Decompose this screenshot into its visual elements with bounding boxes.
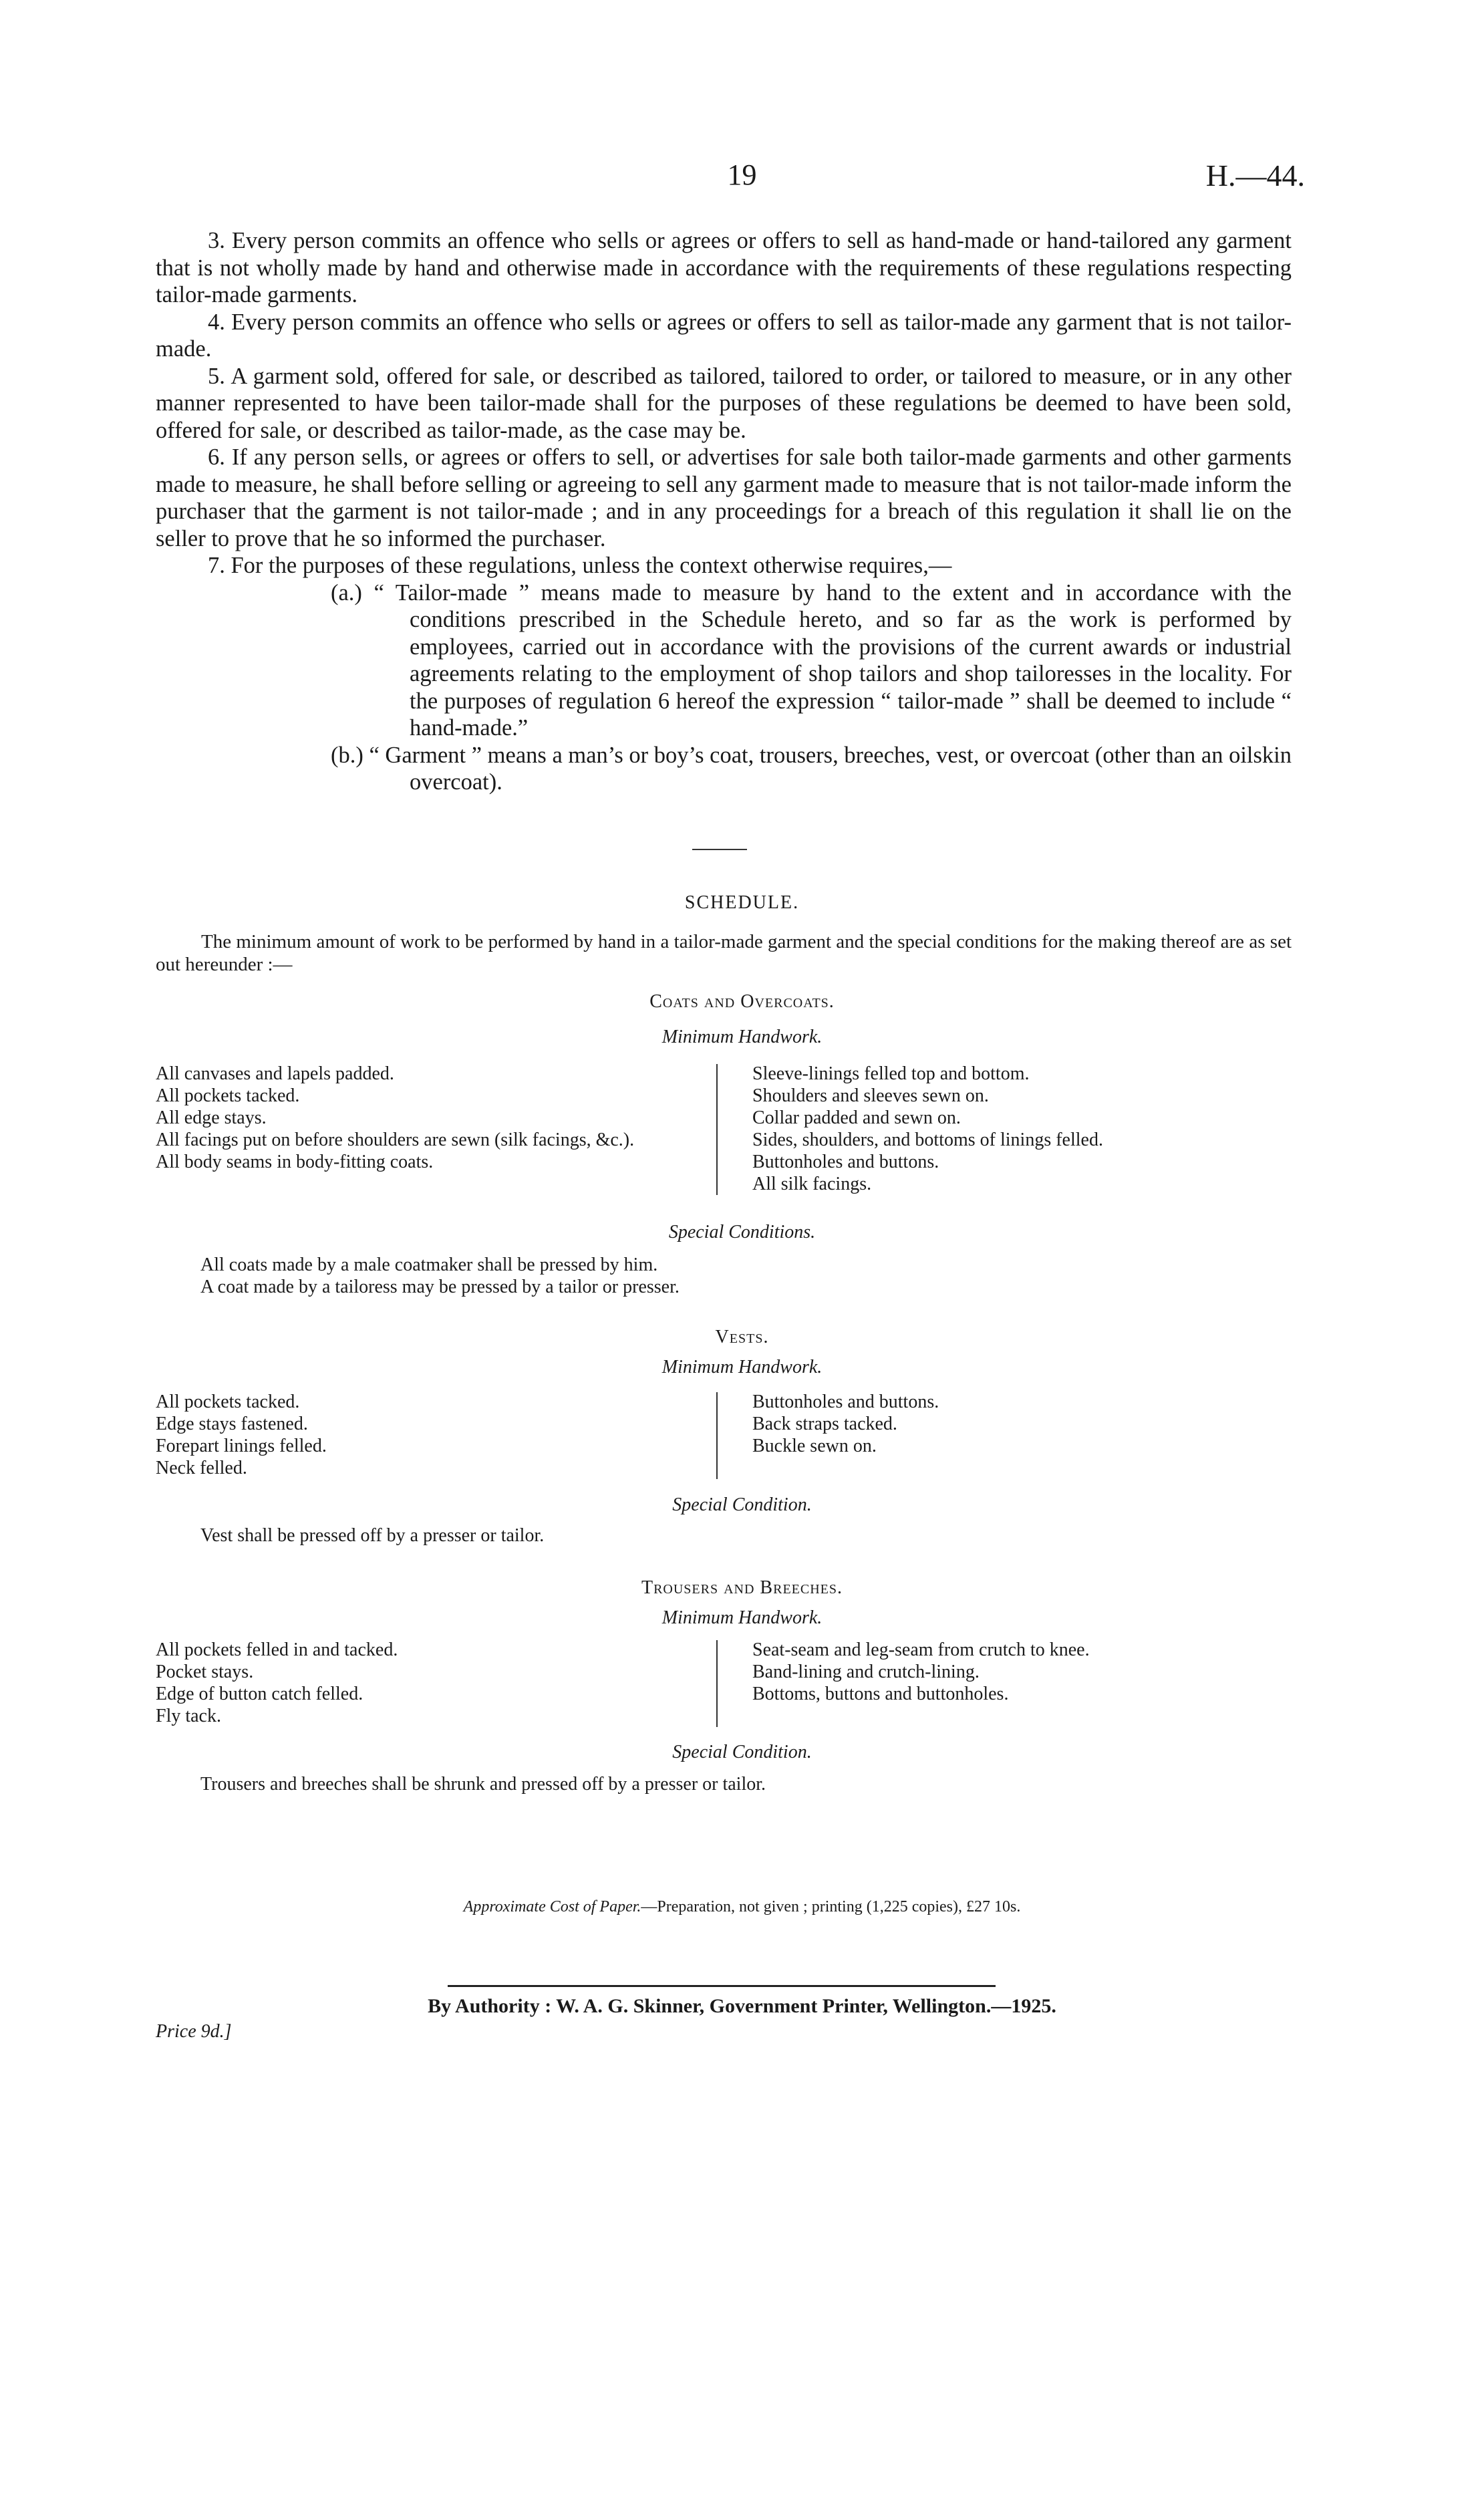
trousers-conditions: [200, 1773, 1270, 1795]
list-item: Sides, shoulders, and bottoms of linings felled.: [752, 1130, 1103, 1150]
trousers-handwork-left: [156, 1639, 722, 1727]
condition-line: Vest shall be pressed off by a presser or tailor.: [200, 1525, 545, 1546]
authority-rule: [448, 1985, 996, 1987]
list-item: Buckle sewn on.: [752, 1436, 877, 1456]
list-item: All facings put on before shoulders are sewn (silk facings, &c.).: [156, 1130, 635, 1150]
coats-handwork-left: [156, 1063, 722, 1173]
paragraph-6: 6. If any person sells, or agrees or offers to sell, or advertises for sale both tailor-made garments and other garments made to measure, he shall before selling or agreeing to sell any garment made to measure that is not tailor-made inform the purchaser that the garment is not tailor-made ; and in any proceedings for a breach of this regulation it shall lie on the seller to prove that he so informed the purchaser.: [156, 444, 1292, 551]
list-item: Edge of button catch felled.: [156, 1684, 363, 1704]
list-item: All pockets felled in and tacked.: [156, 1639, 398, 1660]
list-item: Seat-seam and leg-seam from crutch to knee.: [752, 1639, 1090, 1660]
clause-b: (b.) “ Garment ” means a man’s or boy’s coat, trousers, breeches, vest, or overcoat (other than an oilskin overcoat).: [331, 742, 1292, 795]
vests-handwork-left: [156, 1391, 722, 1479]
condition-line: Trousers and breeches shall be shrunk and pressed off by a presser or tailor.: [200, 1774, 766, 1795]
condition-line: A coat made by a tailoress may be pressed by a tailor or presser.: [200, 1277, 680, 1297]
list-item: All silk facings.: [752, 1174, 872, 1194]
coats-heading: Coats and Overcoats.: [649, 991, 835, 1012]
list-item: Edge stays fastened.: [156, 1414, 308, 1434]
list-item: Neck felled.: [156, 1458, 247, 1478]
list-item: All pockets tacked.: [156, 1392, 300, 1412]
vests-conditions: [200, 1525, 1270, 1547]
list-item: Buttonholes and buttons.: [752, 1152, 939, 1172]
list-item: Fly tack.: [156, 1706, 221, 1726]
coats-conditions: [200, 1254, 1270, 1298]
page-number: 19: [727, 158, 757, 191]
list-item: Buttonholes and buttons.: [752, 1392, 939, 1412]
vests-conditions-heading: Special Condition.: [672, 1494, 812, 1515]
list-item: Back straps tacked.: [752, 1414, 897, 1434]
condition-line: All coats made by a male coatmaker shall be pressed by him.: [200, 1254, 658, 1275]
cost-label: Approximate Cost of Paper.: [463, 1898, 641, 1915]
list-item: Shoulders and sleeves sewn on.: [752, 1085, 989, 1106]
price: Price 9d.]: [156, 2021, 232, 2042]
column-divider: [716, 1392, 718, 1479]
vests-heading: Vests.: [715, 1327, 769, 1347]
paragraph-4: 4. Every person commits an offence who sells or agrees or offers to sell as tailor-made any garment that is not tailor-made.: [156, 309, 1292, 362]
trousers-handwork-right: [752, 1639, 1260, 1705]
schedule-intro: The minimum amount of work to be performed by hand in a tailor-made garment and the special conditions for the making thereof are as set out hereunder :—: [156, 931, 1292, 975]
paragraph-7: 7. For the purposes of these regulations, unless the context otherwise requires,—: [208, 553, 952, 578]
printer-authority: By Authority : W. A. G. Skinner, Government Printer, Wellington.—1925.: [428, 1995, 1056, 2017]
list-item: Pocket stays.: [156, 1662, 254, 1682]
page-header: [0, 158, 1484, 205]
list-item: All canvases and lapels padded.: [156, 1063, 394, 1084]
list-item: Bottoms, buttons and buttonholes.: [752, 1684, 1009, 1704]
approximate-cost: [0, 1898, 1484, 1916]
column-divider: [716, 1640, 718, 1727]
vests-handwork-right: [752, 1391, 1260, 1457]
list-item: Forepart linings felled.: [156, 1436, 327, 1456]
trousers-heading: Trousers and Breeches.: [641, 1577, 843, 1598]
paragraph-3: 3. Every person commits an offence who sells or agrees or offers to sell as hand-made or hand-tailored any garment that is not wholly made by hand and otherwise made in accordance with the requirements of these regulations respecting tailor-made garments.: [156, 228, 1292, 307]
clause-a: (a.) “ Tailor-made ” means made to measure by hand to the extent and in accordance with the conditions prescribed in the Schedule hereto, and so far as the work is performed by employees, carried out in accordance with the provisions of the current awards or industrial agreements relating to the employment of shop tailors and shop tailoresses in the locality. For the purposes of regulation 6 hereof the expression “ tailor-made ” shall be deemed to include “ hand-made.”: [331, 579, 1292, 741]
document-reference: H.—44.: [1205, 158, 1305, 192]
list-item: Band-lining and crutch-lining.: [752, 1662, 980, 1682]
regulations-body: [156, 227, 1292, 796]
paragraph-5: 5. A garment sold, offered for sale, or described as tailored, tailored to order, or tailored to measure, or in any other manner represented to have been tailor-made shall for the purposes of these regulations be deemed to have been sold, offered for sale, or described as tailor-made, as the case may be.: [156, 363, 1292, 443]
trousers-subheading: Minimum Handwork.: [661, 1607, 823, 1628]
coats-subheading: Minimum Handwork.: [661, 1027, 823, 1047]
trousers-conditions-heading: Special Condition.: [672, 1742, 812, 1762]
section-divider: [692, 849, 747, 850]
schedule-title: SCHEDULE.: [684, 892, 800, 913]
coats-handwork-right: [752, 1063, 1260, 1195]
column-divider: [716, 1064, 718, 1195]
cost-text: —Preparation, not given ; printing (1,225 copies), £27 10s.: [641, 1898, 1021, 1915]
list-item: Collar padded and sewn on.: [752, 1107, 961, 1128]
coats-conditions-heading: Special Conditions.: [668, 1222, 816, 1242]
list-item: Sleeve-linings felled top and bottom.: [752, 1063, 1030, 1084]
vests-subheading: Minimum Handwork.: [661, 1357, 823, 1377]
list-item: All edge stays.: [156, 1107, 267, 1128]
list-item: All body seams in body-fitting coats.: [156, 1152, 434, 1172]
list-item: All pockets tacked.: [156, 1085, 300, 1106]
